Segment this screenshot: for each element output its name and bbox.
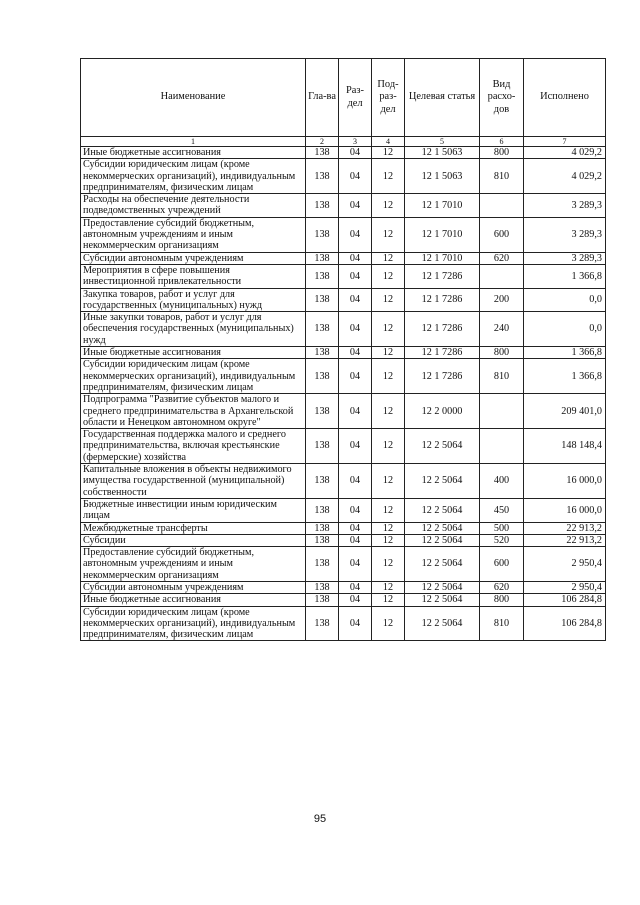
cell-name: Капитальные вложения в объекты недвижимого имущества государственной (муниципальной) собственности: [81, 464, 306, 499]
column-number: 1: [81, 137, 306, 147]
cell-name: Субсидии автономным учреждениям: [81, 252, 306, 264]
cell-vid: 620: [480, 252, 524, 264]
cell-podrazdel: 12: [372, 347, 405, 359]
cell-statya: 12 2 5064: [405, 522, 480, 534]
cell-vid: [480, 429, 524, 464]
cell-razdel: 04: [339, 606, 372, 641]
cell-podrazdel: 12: [372, 581, 405, 593]
cell-podrazdel: 12: [372, 522, 405, 534]
cell-glava: 138: [306, 547, 339, 582]
cell-amount: 106 284,8: [524, 594, 606, 606]
cell-podrazdel: 12: [372, 359, 405, 394]
cell-name: Расходы на обеспечение деятельности подведомственных учреждений: [81, 194, 306, 218]
cell-name: Предоставление субсидий бюджетным, автономным учреждениям и иным некоммерческим организациям: [81, 217, 306, 252]
table-row: [81, 194, 606, 218]
cell-statya: 12 2 5064: [405, 429, 480, 464]
header-vid: Вид расхо-дов: [480, 59, 524, 137]
cell-amount: 16 000,0: [524, 498, 606, 522]
cell-statya: 12 2 5064: [405, 547, 480, 582]
cell-glava: 138: [306, 498, 339, 522]
cell-razdel: 04: [339, 147, 372, 159]
cell-name: Иные бюджетные ассигнования: [81, 347, 306, 359]
cell-razdel: 04: [339, 522, 372, 534]
cell-glava: 138: [306, 159, 339, 194]
cell-amount: 0,0: [524, 312, 606, 347]
cell-name: Государственная поддержка малого и среднего предпринимательства, включая крестьянские (фермерские) хозяйства: [81, 429, 306, 464]
cell-glava: 138: [306, 464, 339, 499]
cell-name: Подпрограмма "Развитие субъектов малого и среднего предпринимательства в Архангельской области и Ненецком автономном округе": [81, 394, 306, 429]
cell-glava: 138: [306, 429, 339, 464]
cell-vid: 600: [480, 547, 524, 582]
cell-podrazdel: 12: [372, 194, 405, 218]
cell-podrazdel: 12: [372, 429, 405, 464]
cell-podrazdel: 12: [372, 606, 405, 641]
cell-razdel: 04: [339, 394, 372, 429]
table-row: [81, 159, 606, 194]
cell-podrazdel: 12: [372, 394, 405, 429]
cell-vid: 800: [480, 147, 524, 159]
table-row: [81, 394, 606, 429]
cell-razdel: 04: [339, 312, 372, 347]
cell-statya: 12 1 7010: [405, 217, 480, 252]
cell-name: Субсидии автономным учреждениям: [81, 581, 306, 593]
cell-razdel: 04: [339, 359, 372, 394]
cell-statya: 12 2 5064: [405, 498, 480, 522]
header-razdel: Раз-дел: [339, 59, 372, 137]
cell-name: Мероприятия в сфере повышения инвестиционной привлекательности: [81, 264, 306, 288]
column-number: 5: [405, 137, 480, 147]
cell-vid: 450: [480, 498, 524, 522]
cell-glava: 138: [306, 264, 339, 288]
table-row: [81, 606, 606, 641]
cell-amount: 1 366,8: [524, 359, 606, 394]
table-header-row: [81, 59, 606, 137]
header-ispolneno: Исполнено: [524, 59, 606, 137]
cell-razdel: 04: [339, 594, 372, 606]
cell-podrazdel: 12: [372, 147, 405, 159]
header-glava: Гла-ва: [306, 59, 339, 137]
cell-statya: 12 1 7286: [405, 264, 480, 288]
cell-glava: 138: [306, 594, 339, 606]
table-row: [81, 347, 606, 359]
column-number: 7: [524, 137, 606, 147]
cell-vid: 240: [480, 312, 524, 347]
cell-name: Закупка товаров, работ и услуг для государственных (муниципальных) нужд: [81, 288, 306, 312]
cell-amount: 22 913,2: [524, 522, 606, 534]
cell-vid: 810: [480, 606, 524, 641]
cell-podrazdel: 12: [372, 594, 405, 606]
table-row: [81, 498, 606, 522]
cell-amount: 16 000,0: [524, 464, 606, 499]
cell-amount: 0,0: [524, 288, 606, 312]
cell-razdel: 04: [339, 429, 372, 464]
column-number: 6: [480, 137, 524, 147]
cell-vid: 800: [480, 347, 524, 359]
cell-vid: 520: [480, 534, 524, 546]
cell-podrazdel: 12: [372, 288, 405, 312]
cell-amount: 209 401,0: [524, 394, 606, 429]
table-row: [81, 288, 606, 312]
cell-razdel: 04: [339, 194, 372, 218]
cell-name: Межбюджетные трансферты: [81, 522, 306, 534]
cell-statya: 12 1 7010: [405, 194, 480, 218]
table-row: [81, 264, 606, 288]
cell-statya: 12 1 7010: [405, 252, 480, 264]
cell-amount: 4 029,2: [524, 147, 606, 159]
cell-podrazdel: 12: [372, 498, 405, 522]
header-name: Наименование: [81, 59, 306, 137]
cell-vid: 620: [480, 581, 524, 593]
cell-vid: 810: [480, 359, 524, 394]
table-row: [81, 147, 606, 159]
cell-glava: 138: [306, 347, 339, 359]
cell-name: Субсидии юридическим лицам (кроме некоммерческих организаций), индивидуальным предпринимателям, физическим лицам: [81, 606, 306, 641]
cell-statya: 12 2 0000: [405, 394, 480, 429]
cell-razdel: 04: [339, 217, 372, 252]
cell-amount: 3 289,3: [524, 194, 606, 218]
cell-razdel: 04: [339, 498, 372, 522]
cell-razdel: 04: [339, 347, 372, 359]
cell-statya: 12 1 5063: [405, 159, 480, 194]
table-row: [81, 534, 606, 546]
table-row: [81, 522, 606, 534]
cell-amount: 3 289,3: [524, 252, 606, 264]
header-statya: Целевая статья: [405, 59, 480, 137]
cell-vid: 810: [480, 159, 524, 194]
cell-amount: 2 950,4: [524, 581, 606, 593]
cell-statya: 12 2 5064: [405, 594, 480, 606]
cell-amount: 2 950,4: [524, 547, 606, 582]
cell-statya: 12 2 5064: [405, 581, 480, 593]
cell-vid: 800: [480, 594, 524, 606]
header-podrazdel: Под-раз-дел: [372, 59, 405, 137]
cell-glava: 138: [306, 394, 339, 429]
cell-razdel: 04: [339, 288, 372, 312]
cell-amount: 1 366,8: [524, 264, 606, 288]
column-number: 2: [306, 137, 339, 147]
cell-name: Иные бюджетные ассигнования: [81, 594, 306, 606]
table-body: [81, 147, 606, 641]
cell-razdel: 04: [339, 534, 372, 546]
cell-glava: 138: [306, 252, 339, 264]
cell-name: Субсидии: [81, 534, 306, 546]
column-number-row: [81, 137, 606, 147]
cell-statya: 12 2 5064: [405, 534, 480, 546]
cell-podrazdel: 12: [372, 547, 405, 582]
cell-razdel: 04: [339, 264, 372, 288]
table-row: [81, 359, 606, 394]
cell-statya: 12 1 7286: [405, 359, 480, 394]
table-row: [81, 581, 606, 593]
cell-amount: 22 913,2: [524, 534, 606, 546]
table-row: [81, 217, 606, 252]
cell-name: Субсидии юридическим лицам (кроме некоммерческих организаций), индивидуальным предпринимателям, физическим лицам: [81, 159, 306, 194]
column-number: 4: [372, 137, 405, 147]
cell-podrazdel: 12: [372, 312, 405, 347]
cell-podrazdel: 12: [372, 534, 405, 546]
cell-glava: 138: [306, 359, 339, 394]
table-row: [81, 312, 606, 347]
cell-razdel: 04: [339, 581, 372, 593]
table-row: [81, 594, 606, 606]
cell-glava: 138: [306, 312, 339, 347]
cell-podrazdel: 12: [372, 159, 405, 194]
cell-amount: 4 029,2: [524, 159, 606, 194]
cell-glava: 138: [306, 534, 339, 546]
table-row: [81, 429, 606, 464]
cell-name: Субсидии юридическим лицам (кроме некоммерческих организаций), индивидуальным предпринимателям, физическим лицам: [81, 359, 306, 394]
cell-glava: 138: [306, 522, 339, 534]
cell-vid: 500: [480, 522, 524, 534]
cell-name: Предоставление субсидий бюджетным, автономным учреждениям и иным некоммерческим организациям: [81, 547, 306, 582]
cell-amount: 106 284,8: [524, 606, 606, 641]
cell-vid: [480, 194, 524, 218]
cell-vid: 600: [480, 217, 524, 252]
table-row: [81, 252, 606, 264]
cell-vid: 200: [480, 288, 524, 312]
table-row: [81, 547, 606, 582]
column-number: 3: [339, 137, 372, 147]
table-row: [81, 464, 606, 499]
page-number: 95: [313, 813, 327, 825]
cell-name: Иные бюджетные ассигнования: [81, 147, 306, 159]
cell-statya: 12 1 7286: [405, 288, 480, 312]
cell-podrazdel: 12: [372, 217, 405, 252]
cell-podrazdel: 12: [372, 252, 405, 264]
budget-execution-table: [80, 58, 606, 641]
cell-vid: [480, 264, 524, 288]
cell-podrazdel: 12: [372, 264, 405, 288]
cell-podrazdel: 12: [372, 464, 405, 499]
cell-amount: 3 289,3: [524, 217, 606, 252]
cell-glava: 138: [306, 288, 339, 312]
cell-name: Иные закупки товаров, работ и услуг для обеспечения государственных (муниципальных) нужд: [81, 312, 306, 347]
cell-statya: 12 2 5064: [405, 606, 480, 641]
cell-razdel: 04: [339, 464, 372, 499]
cell-glava: 138: [306, 147, 339, 159]
cell-glava: 138: [306, 581, 339, 593]
cell-statya: 12 1 7286: [405, 347, 480, 359]
cell-statya: 12 1 7286: [405, 312, 480, 347]
cell-amount: 148 148,4: [524, 429, 606, 464]
cell-glava: 138: [306, 194, 339, 218]
cell-razdel: 04: [339, 547, 372, 582]
cell-vid: [480, 394, 524, 429]
cell-amount: 1 366,8: [524, 347, 606, 359]
cell-name: Бюджетные инвестиции иным юридическим лицам: [81, 498, 306, 522]
cell-statya: 12 1 5063: [405, 147, 480, 159]
cell-vid: 400: [480, 464, 524, 499]
cell-razdel: 04: [339, 252, 372, 264]
cell-glava: 138: [306, 606, 339, 641]
cell-glava: 138: [306, 217, 339, 252]
cell-statya: 12 2 5064: [405, 464, 480, 499]
cell-razdel: 04: [339, 159, 372, 194]
